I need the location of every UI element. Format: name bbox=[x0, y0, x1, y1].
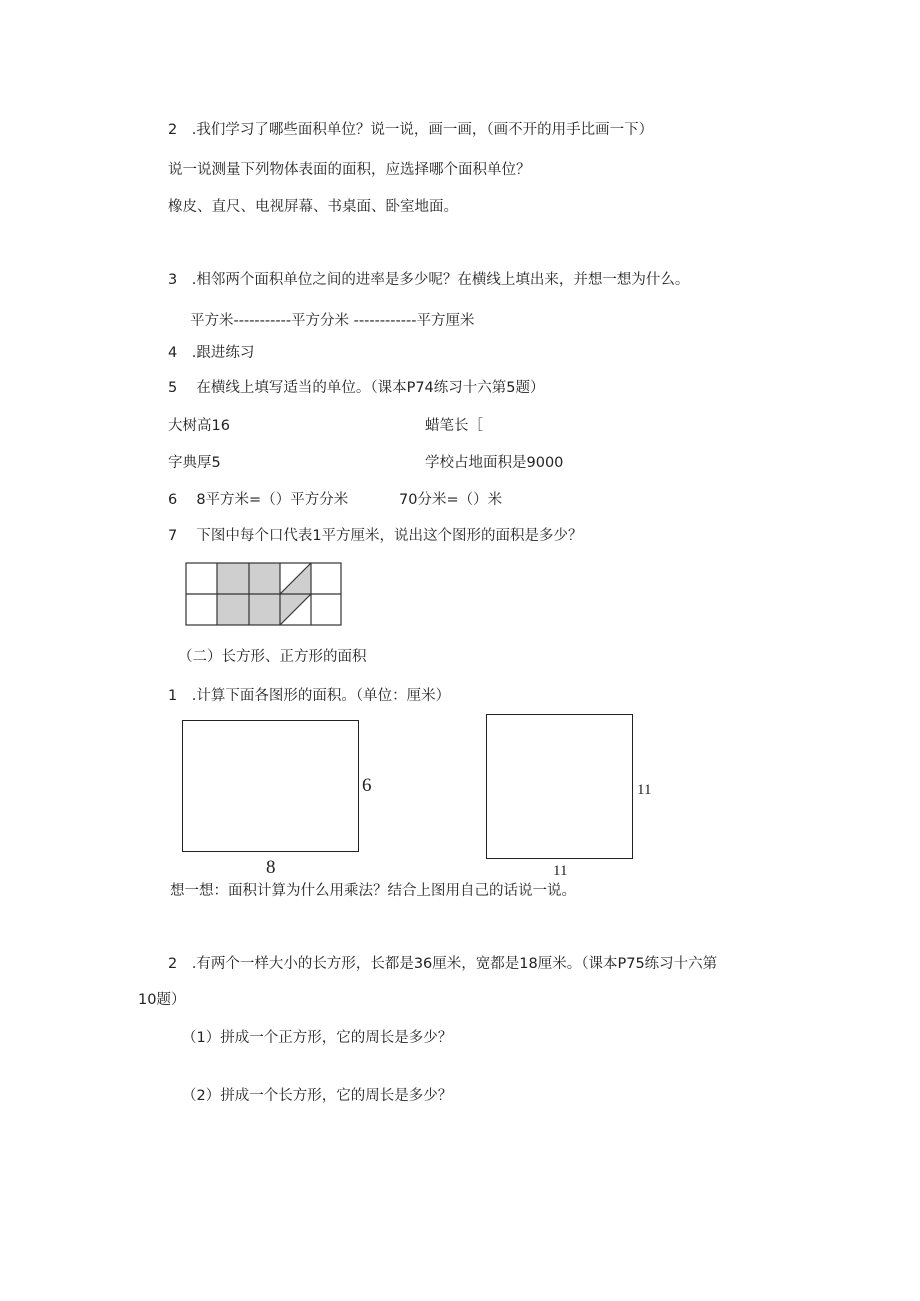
q7-line1: 7 下图中每个口代表1平方厘米，说出这个图形的面积是多少？ bbox=[168, 528, 583, 544]
q7-grid-figure bbox=[185, 561, 345, 629]
q4-title: 4 .跟进练习 bbox=[168, 345, 255, 361]
q5-school-area: 学校占地面积是9000 bbox=[425, 455, 564, 471]
q5-dictionary-thickness: 字典厚5 bbox=[168, 455, 221, 471]
rectangle-figure bbox=[182, 720, 359, 852]
q5-line1: 5 在横线上填写适当的单位。（课本P74练习十六第5题） bbox=[168, 380, 545, 396]
q3-units: 平方米-----------平方分米 ------------平方厘米 bbox=[190, 313, 475, 329]
section2-q2-line1: 2 .有两个一样大小的长方形，长都是36厘米，宽都是18厘米。（课本P75练习十六第 bbox=[168, 956, 718, 972]
rectangle-width-label: 8 bbox=[266, 857, 276, 878]
section2-q2-line2: 10题） bbox=[138, 992, 186, 1008]
square-figure bbox=[486, 714, 633, 859]
square-width-label: 11 bbox=[553, 863, 568, 879]
q6-left: 6 8平方米=（）平方分米 bbox=[168, 492, 349, 508]
section2-title: （二）长方形、正方形的面积 bbox=[178, 649, 367, 665]
q2-line2: 说一说测量下列物体表面的面积，应选择哪个面积单位？ bbox=[168, 162, 531, 178]
section2-q1: 1 .计算下面各图形的面积。（单位：厘米） bbox=[168, 688, 451, 704]
q5-crayon-length: 蜡笔长［ bbox=[425, 418, 483, 434]
section2-q2-sub2: （2）拼成一个长方形，它的周长是多少？ bbox=[182, 1088, 453, 1104]
section2-q2-sub1: （1）拼成一个正方形，它的周长是多少？ bbox=[182, 1030, 453, 1046]
think-question: 想一想：面积计算为什么用乘法？结合上图用自己的话说一说。 bbox=[170, 883, 576, 899]
q5-tree-height: 大树高16 bbox=[168, 418, 230, 434]
rectangle-height-label: 6 bbox=[362, 775, 372, 796]
q2-line1: 2 .我们学习了哪些面积单位？说一说，画一画，（画不开的用手比画一下） bbox=[168, 122, 654, 138]
q2-line3: 橡皮、直尺、电视屏幕、书桌面、卧室地面。 bbox=[168, 199, 458, 215]
q3-line1: 3 .相邻两个面积单位之间的进率是多少呢？在横线上填出来，并想一想为什么。 bbox=[168, 272, 690, 288]
square-height-label: 11 bbox=[637, 782, 652, 798]
q6-right: 70分米=（）米 bbox=[399, 492, 503, 508]
